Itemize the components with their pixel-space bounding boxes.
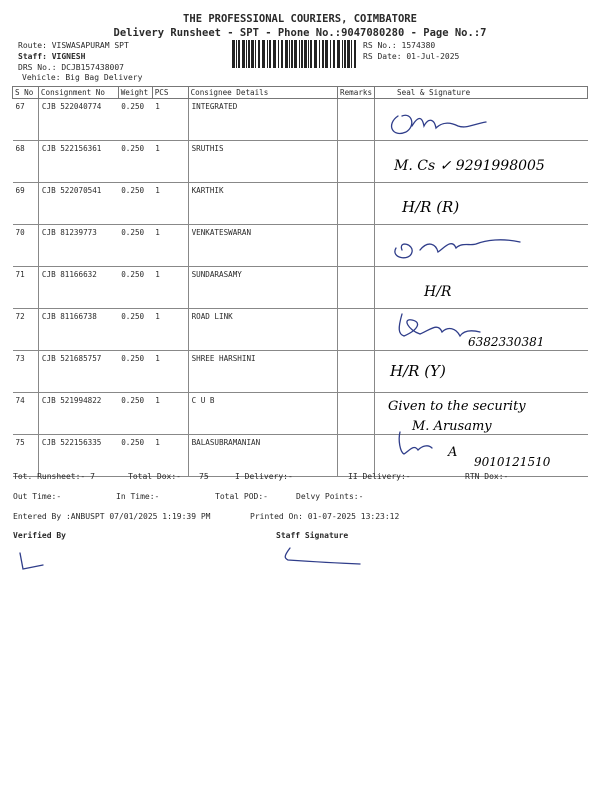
handwriting-row73: H/R (Y) bbox=[390, 362, 446, 380]
ii-delivery-label: II Delivery:- bbox=[348, 472, 411, 481]
row-consignee: BALASUBRAMANIAN bbox=[188, 435, 337, 477]
row-consignment: CJB 522040774 bbox=[38, 99, 118, 141]
verified-by-mark bbox=[20, 553, 43, 569]
handwriting-row74a: Given to the security bbox=[388, 399, 526, 414]
staff-label: Staff: VIGNESH bbox=[18, 52, 86, 61]
row-consignment: CJB 522156361 bbox=[38, 141, 118, 183]
rtn-dox-label: RTN Dox:- bbox=[465, 472, 509, 481]
row-consignee: SHREE HARSHINI bbox=[188, 351, 337, 393]
handwriting-row68: M. Cs ✓ 9291998005 bbox=[394, 158, 545, 174]
rs-number: RS No.: 1574380 bbox=[363, 41, 436, 50]
total-dox-label: Total Dox:- bbox=[128, 472, 181, 481]
total-runsheet: Tot. Runsheet:- 7 bbox=[13, 472, 95, 481]
handwriting-row72: 6382330381 bbox=[468, 335, 545, 349]
row-sno: 68 bbox=[13, 141, 39, 183]
col-header-signature: Seal & Signature bbox=[375, 87, 588, 99]
route-label: Route: VISWASAPURAM SPT bbox=[18, 41, 129, 50]
row-consignee: SUNDARASAMY bbox=[188, 267, 337, 309]
signature-scribble-row75 bbox=[399, 432, 432, 454]
row-pcs: 1 bbox=[152, 393, 188, 435]
signature-scribble-row67 bbox=[392, 115, 486, 133]
handwriting-row69: H/R (R) bbox=[402, 198, 460, 216]
row-consignee: C U B bbox=[188, 393, 337, 435]
signature-scribble-row72 bbox=[399, 314, 480, 336]
staff-signature-mark bbox=[285, 548, 360, 564]
row-consignment: CJB 522156335 bbox=[38, 435, 118, 477]
row-sno: 69 bbox=[13, 183, 39, 225]
row-pcs: 1 bbox=[152, 99, 188, 141]
col-header-sno: S No bbox=[13, 87, 39, 99]
total-pod-label: Total POD:- bbox=[215, 492, 268, 501]
col-header-pcs: PCS bbox=[152, 87, 188, 99]
row-consignee: ROAD LINK bbox=[188, 309, 337, 351]
row-weight: 0.250 bbox=[118, 309, 152, 351]
row-consignee: KARTHIK bbox=[188, 183, 337, 225]
col-header-weight: Weight bbox=[118, 87, 152, 99]
row-consignment: CJB 522070541 bbox=[38, 183, 118, 225]
row-sno: 75 bbox=[13, 435, 39, 477]
row-pcs: 1 bbox=[152, 309, 188, 351]
row-weight: 0.250 bbox=[118, 435, 152, 477]
drs-label: DRS No.: DCJB157438007 bbox=[18, 63, 124, 72]
printed-on: Printed On: 01-07-2025 13:23:12 bbox=[250, 512, 400, 521]
row-consignment: CJB 521994822 bbox=[38, 393, 118, 435]
row-weight: 0.250 bbox=[118, 393, 152, 435]
company-title: THE PROFESSIONAL COURIERS, COIMBATORE bbox=[183, 13, 417, 25]
rs-date: RS Date: 01-Jul-2025 bbox=[363, 52, 460, 61]
row-sno: 67 bbox=[13, 99, 39, 141]
signature-scribble-row70 bbox=[395, 240, 520, 258]
handwriting-row75a: A bbox=[448, 445, 458, 460]
verified-by-label: Verified By bbox=[13, 531, 66, 540]
row-consignment: CJB 81239773 bbox=[38, 225, 118, 267]
runsheet-subtitle: Delivery Runsheet - SPT - Phone No.:9047080280 - Page No.:7 bbox=[113, 27, 487, 39]
row-consignee: SRUTHIS bbox=[188, 141, 337, 183]
row-pcs: 1 bbox=[152, 267, 188, 309]
handwriting-row75b: 9010121510 bbox=[474, 455, 551, 469]
row-weight: 0.250 bbox=[118, 351, 152, 393]
row-pcs: 1 bbox=[152, 435, 188, 477]
total-dox-value: 75 bbox=[199, 472, 209, 481]
row-sno: 72 bbox=[13, 309, 39, 351]
entered-by: Entered By :ANBUSPT 07/01/2025 1:19:39 PM bbox=[13, 512, 211, 521]
row-sno: 70 bbox=[13, 225, 39, 267]
row-weight: 0.250 bbox=[118, 99, 152, 141]
row-sno: 74 bbox=[13, 393, 39, 435]
row-sno: 71 bbox=[13, 267, 39, 309]
col-header-consignee: Consignee Details bbox=[188, 87, 337, 99]
delivery-points-label: Delvy Points:- bbox=[296, 492, 364, 501]
row-pcs: 1 bbox=[152, 183, 188, 225]
row-consignee: INTEGRATED bbox=[188, 99, 337, 141]
row-pcs: 1 bbox=[152, 351, 188, 393]
col-header-remarks: Remarks bbox=[338, 87, 375, 99]
row-consignee: VENKATESWARAN bbox=[188, 225, 337, 267]
row-pcs: 1 bbox=[152, 225, 188, 267]
vehicle-label: Vehicle: Big Bag Delivery bbox=[22, 73, 143, 82]
handwriting-row74b: M. Arusamy bbox=[412, 419, 492, 434]
row-weight: 0.250 bbox=[118, 267, 152, 309]
row-weight: 0.250 bbox=[118, 225, 152, 267]
row-sno: 73 bbox=[13, 351, 39, 393]
row-weight: 0.250 bbox=[118, 183, 152, 225]
row-pcs: 1 bbox=[152, 141, 188, 183]
row-weight: 0.250 bbox=[118, 141, 152, 183]
row-consignment: CJB 81166632 bbox=[38, 267, 118, 309]
row-consignment: CJB 521685757 bbox=[38, 351, 118, 393]
row-consignment: CJB 81166738 bbox=[38, 309, 118, 351]
staff-signature-label: Staff Signature bbox=[276, 531, 349, 540]
in-time-label: In Time:- bbox=[116, 492, 160, 501]
i-delivery-label: I Delivery:- bbox=[235, 472, 293, 481]
col-header-consignment: Consignment No bbox=[38, 87, 118, 99]
out-time-label: Out Time:- bbox=[13, 492, 62, 501]
handwriting-row71: H/R bbox=[424, 284, 452, 300]
